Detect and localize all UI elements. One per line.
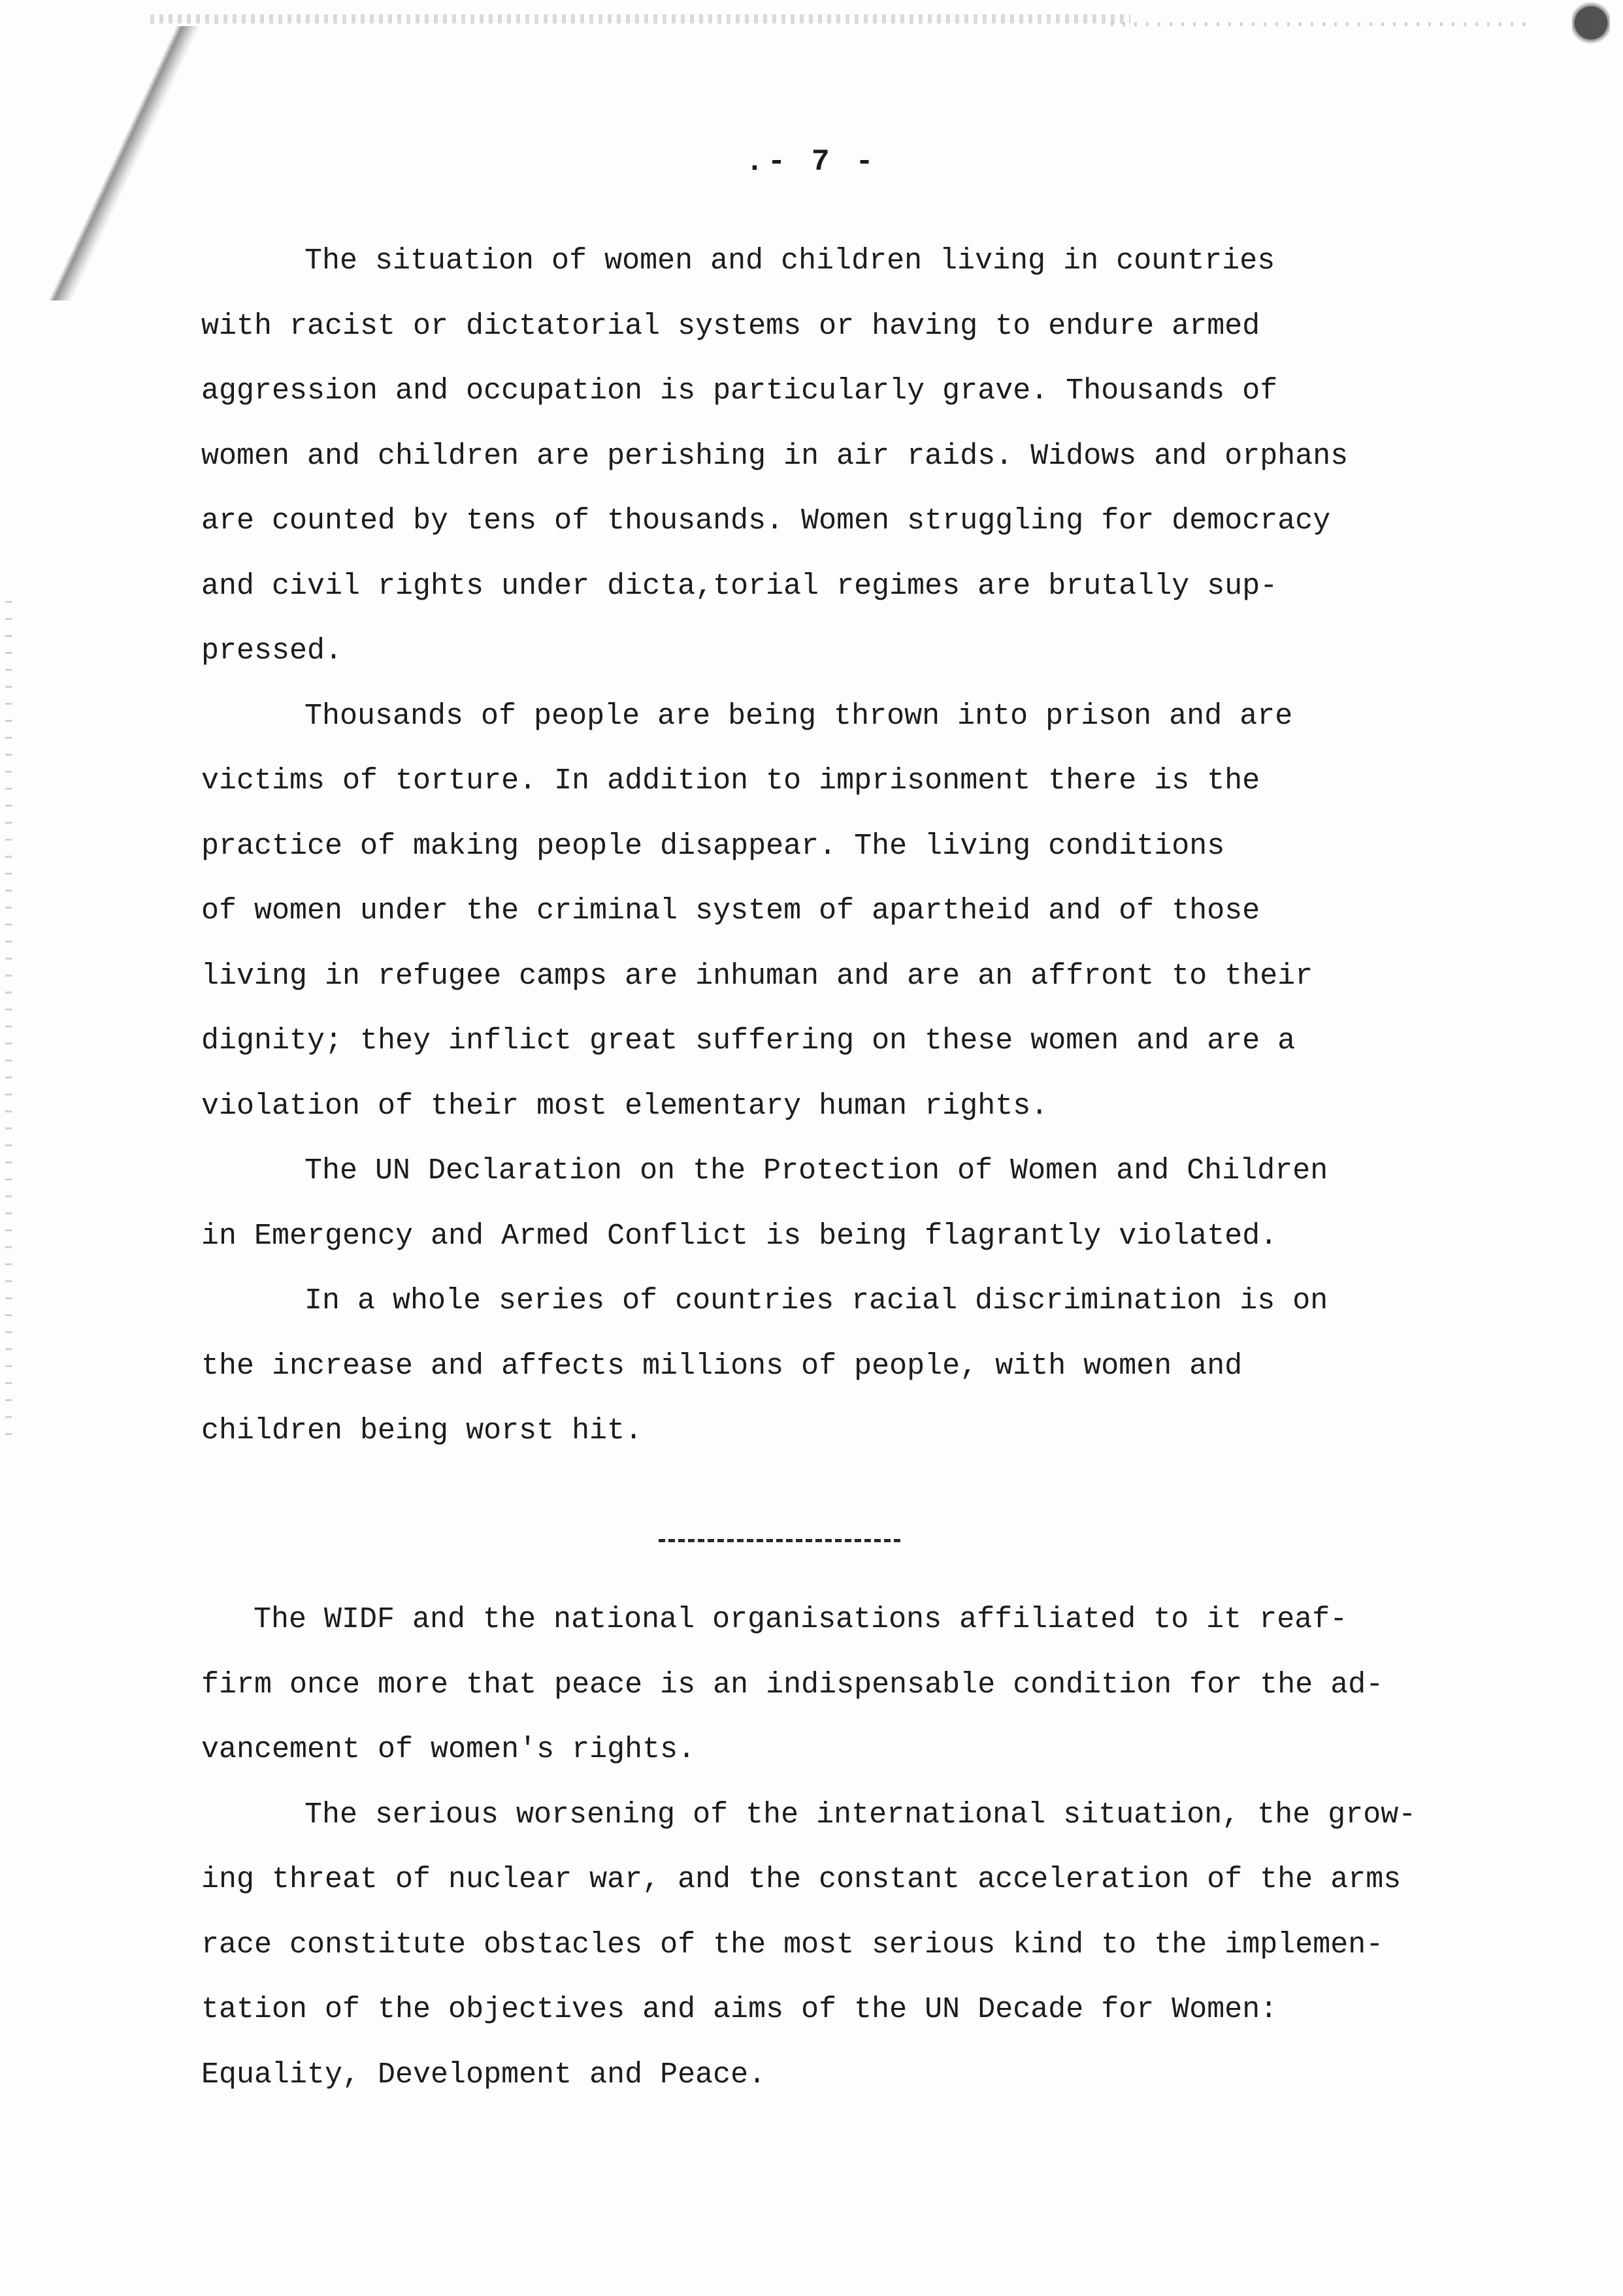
- text-line: violation of their most elementary human rights.: [201, 1089, 1049, 1123]
- text-line: firm once more that peace is an indispensable condition for the ad-: [201, 1668, 1384, 1702]
- text-line: The UN Declaration on the Protection of Women and Children: [304, 1154, 1328, 1188]
- paragraph: [201, 1587, 1521, 1783]
- section-2-body: [201, 1587, 1521, 2107]
- page-number: .- 7 -: [746, 145, 877, 179]
- paragraph: [201, 1269, 1521, 1464]
- scan-artifact-margin-ticks: [5, 601, 12, 1437]
- text-line: in Emergency and Armed Conflict is being flagrantly violated.: [201, 1219, 1278, 1253]
- text-line: women and children are perishing in air raids. Widows and orphans: [201, 439, 1349, 473]
- text-line: are counted by tens of thousands. Women struggling for democracy: [201, 504, 1331, 538]
- text-line: The situation of women and children living in countries: [304, 244, 1275, 278]
- text-line: the increase and affects millions of people, with women and: [201, 1349, 1243, 1383]
- text-line: living in refugee camps are inhuman and are an affront to their: [201, 959, 1313, 993]
- text-line: The WIDF and the national organisations affiliated to it reaf-: [254, 1603, 1348, 1636]
- section-1-body: [201, 229, 1521, 1464]
- text-line: Equality, Development and Peace.: [201, 2058, 766, 2092]
- scan-artifact-top-edge: [150, 14, 1130, 24]
- paragraph: [201, 684, 1521, 1139]
- paragraph: [201, 1139, 1521, 1269]
- text-line: race constitute obstacles of the most serious kind to the implemen-: [201, 1928, 1384, 1962]
- text-line: Thousands of people are being thrown into prison and are: [304, 699, 1293, 733]
- text-line: aggression and occupation is particularly grave. Thousands of: [201, 374, 1278, 408]
- text-line: dignity; they inflict great suffering on these women and are a: [201, 1024, 1296, 1058]
- text-line: ing threat of nuclear war, and the constant acceleration of the arms: [201, 1863, 1402, 1896]
- text-line: practice of making people disappear. The living conditions: [201, 829, 1225, 863]
- text-line: of women under the criminal system of apartheid and of those: [201, 894, 1260, 928]
- section-separator: [659, 1539, 900, 1542]
- text-line: In a whole series of countries racial discrimination is on: [304, 1284, 1328, 1318]
- text-line: vancement of women's rights.: [201, 1733, 696, 1766]
- text-line: pressed.: [201, 634, 343, 668]
- text-line: children being worst hit.: [201, 1414, 643, 1447]
- paragraph: [201, 1783, 1521, 2108]
- scan-artifact-top-edge-right: [1111, 22, 1529, 26]
- text-line: with racist or dictatorial systems or having to endure armed: [201, 309, 1260, 343]
- scan-artifact-corner-mark: [1572, 0, 1610, 46]
- text-line: The serious worsening of the international situation, the grow-: [304, 1798, 1417, 1832]
- paragraph: [201, 229, 1521, 684]
- text-line: victims of torture. In addition to imprisonment there is the: [201, 764, 1260, 798]
- text-line: and civil rights under dicta,torial regimes are brutally sup-: [201, 569, 1278, 603]
- text-line: tation of the objectives and aims of the UN Decade for Women:: [201, 1993, 1278, 2026]
